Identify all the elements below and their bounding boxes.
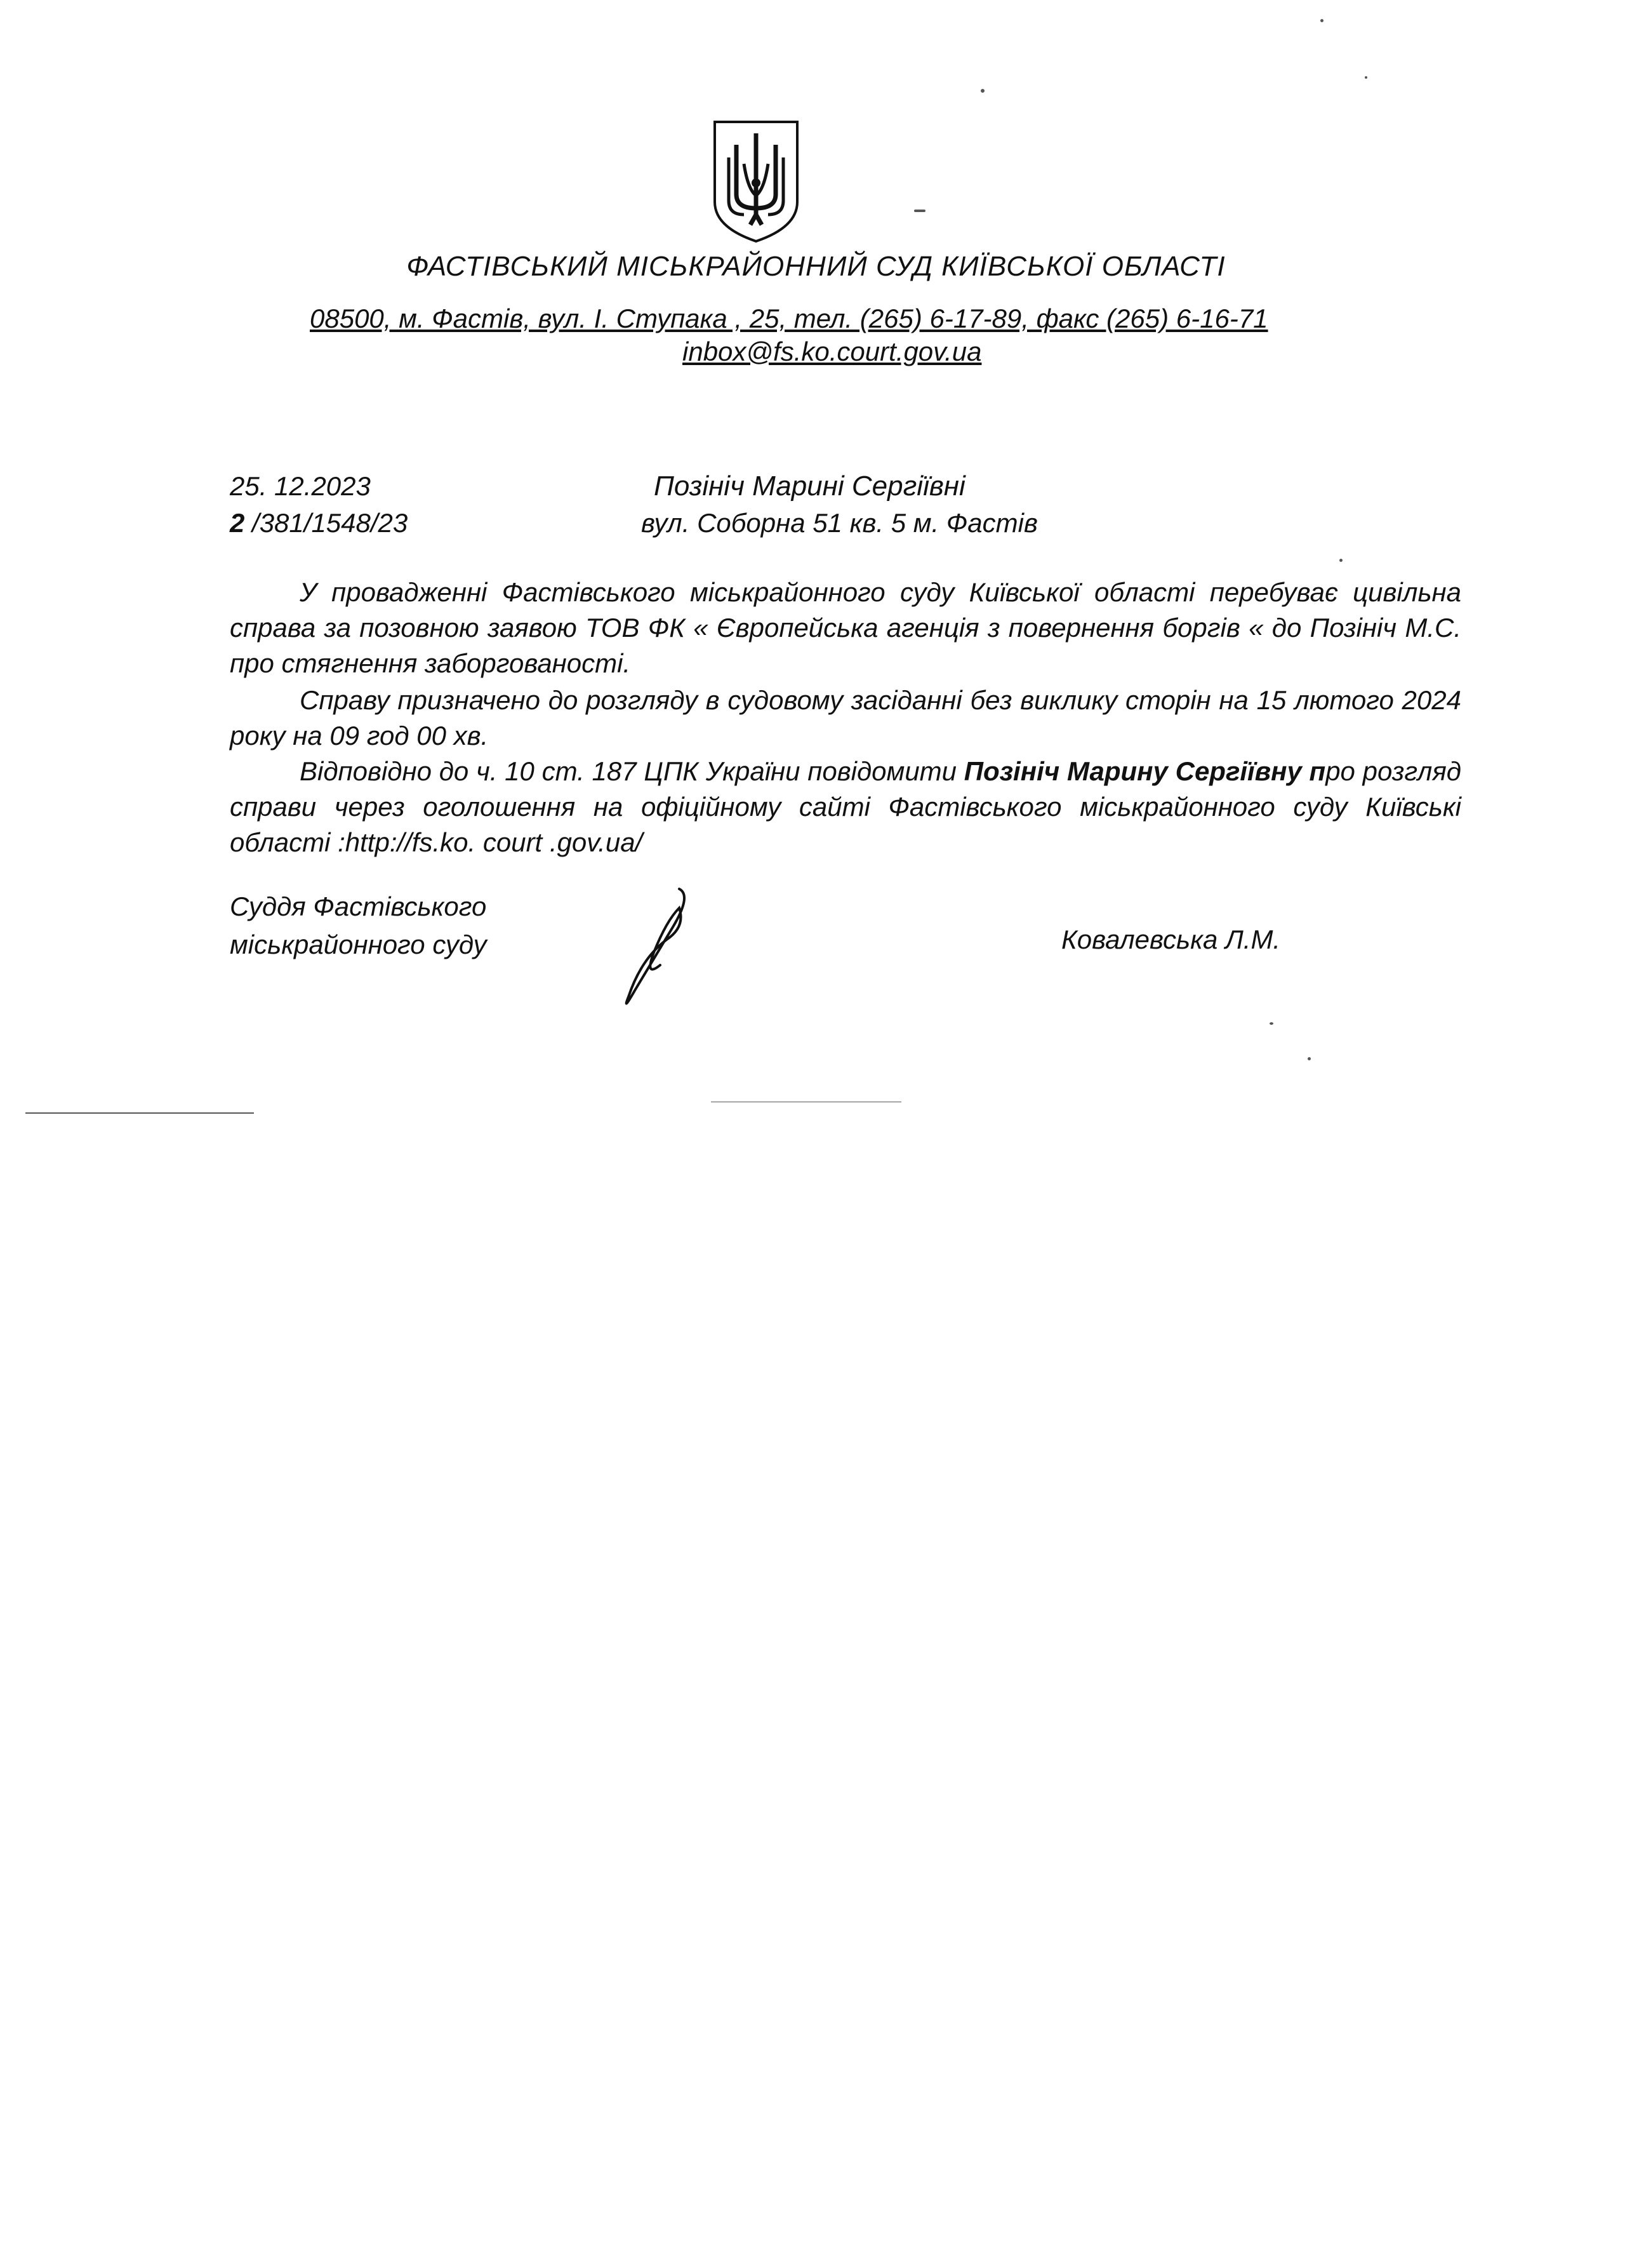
judge-name: Ковалевська Л.М. <box>1061 924 1281 954</box>
judge-position-line-1: Суддя Фастівського <box>230 891 487 921</box>
scan-speck <box>1308 1057 1311 1060</box>
recipient-name: Позініч Марині Сергіївні <box>654 470 965 502</box>
scan-speck <box>1339 559 1343 562</box>
document-date: 25. 12.2023 <box>230 471 371 501</box>
body-paragraph-1: У провадженні Фастівського міськрайонного суду Київської області перебуває цивільна справа за позовною заявою ТОВ ФК « Європейська агенція з повернення боргів « до Позініч М.С. про стягнення заборгованості. <box>230 577 1461 678</box>
handwritten-signature-icon <box>609 883 705 1016</box>
scan-speck <box>1320 19 1324 22</box>
judge-position <box>230 888 487 964</box>
defendant-name: Позініч Марину Сергіївну <box>964 756 1302 786</box>
reference-number-prefix: 2 <box>230 508 245 538</box>
court-email: inbox@fs.ko.court.gov.ua <box>682 337 982 366</box>
body-paragraph-3 <box>230 754 1461 860</box>
scan-speck <box>914 210 925 212</box>
court-name: ФАСТІВСЬКИЙ МІСЬКРАЙОННИЙ СУД КИЇВСЬКОЇ ОБЛАСТІ <box>406 251 1226 282</box>
scan-speck <box>981 89 985 93</box>
body-paragraph-3-intro: Відповідно до ч. 10 ст. 187 ЦПК України повідомити <box>300 756 964 786</box>
scan-speck <box>1270 1022 1273 1025</box>
recipient-address: вул. Соборна 51 кв. 5 м. Фастів <box>641 508 1038 538</box>
coat-of-arms-icon <box>711 119 801 244</box>
bottom-rule-left <box>25 1112 254 1114</box>
reference-number <box>230 507 408 540</box>
body-paragraph-2: Справу призначено до розгляду в судовому засіданні без виклику сторін на 15 лютого 2024 року на 09 год 00 хв. <box>230 685 1461 750</box>
scan-speck <box>1365 76 1367 79</box>
judge-position-line-2: міськрайонного суду <box>230 930 487 959</box>
reference-number-rest: /381/1548/23 <box>244 508 408 538</box>
court-address: 08500, м. Фастів, вул. І. Ступака , 25, тел. (265) 6-17-89, факс (265) 6-16-71 <box>310 304 1268 333</box>
body-paragraph-3-rest: ро розгляд справи через оголошення на офіційному сайті Фастівського міськрайонного суду Київські області :http://fs.ko. court .gov.ua/ <box>230 756 1461 857</box>
body-paragraph-3-bold-letter: п <box>1301 756 1326 786</box>
